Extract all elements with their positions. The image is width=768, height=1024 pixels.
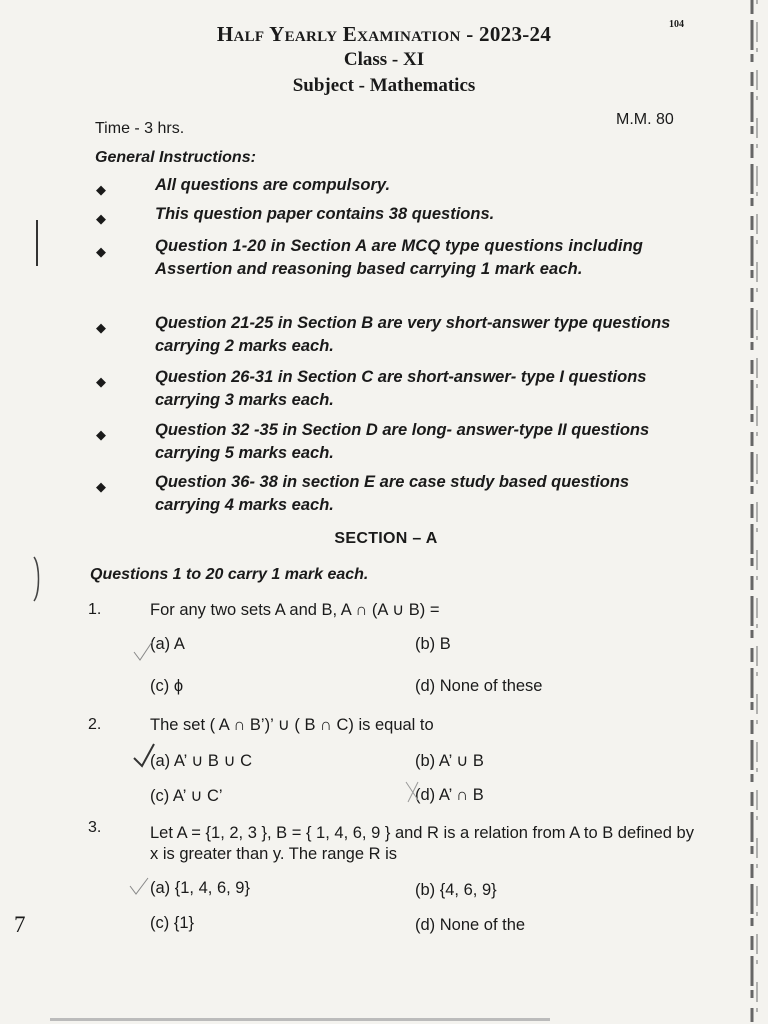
pencil-tick-mark-icon <box>132 640 154 664</box>
option-d: (d) None of the <box>415 916 526 934</box>
pen-tick-mark-icon <box>132 742 158 772</box>
option-a: (a) A’ ∪ B ∪ C <box>150 752 253 770</box>
bullet-icon: ◆ <box>96 244 106 259</box>
subject-line: Subject - Mathematics <box>292 75 476 96</box>
option-b: (b) {4, 6, 9} <box>415 881 497 899</box>
pencil-cross-mark-icon <box>404 778 424 806</box>
section-heading: SECTION – A <box>334 530 438 547</box>
question-number: 2. <box>88 716 102 733</box>
option-c: (c) {1} <box>150 914 195 932</box>
question-text: For any two sets A and B, A ∩ (A ∪ B) = <box>150 601 440 619</box>
option-c: (c) ϕ <box>150 677 184 695</box>
option-b: (b) B <box>415 635 451 653</box>
question-number: 1. <box>88 601 102 618</box>
option-c: (c) A’ ∪ C’ <box>150 787 223 805</box>
margin-bracket-mark <box>36 220 42 266</box>
question-text: The set ( A ∩ B’)’ ∪ ( B ∩ C) is equal to <box>150 716 434 734</box>
instructions-heading: General Instructions: <box>95 149 256 166</box>
max-marks: M.M. 80 <box>616 111 674 128</box>
instruction-item: Question 36- 38 in section E are case study based questions carrying 4 marks each. <box>155 473 630 514</box>
exam-title: Half Yearly Examination - 2023-24 <box>216 22 552 46</box>
instruction-item: Question 21-25 in Section B are very short-answer type questions carrying 2 marks each. <box>155 314 671 355</box>
instruction-item: This question paper contains 38 questions. <box>155 205 495 223</box>
section-note: Questions 1 to 20 carry 1 mark each. <box>90 566 369 583</box>
instruction-item: Question 32 -35 in Section D are long- answer-type II questions carrying 5 marks each. <box>155 421 650 462</box>
instruction-item: Question 1-20 in Section A are MCQ type questions including Assertion and reasoning based carrying 1 mark each. <box>155 237 644 278</box>
page-number: 104 <box>669 19 684 30</box>
option-b: (b) A’ ∪ B <box>415 752 484 770</box>
scan-edge-artifact <box>744 0 768 1024</box>
question-number: 3. <box>88 819 102 836</box>
bullet-icon: ◆ <box>96 182 106 197</box>
bullet-icon: ◆ <box>96 320 106 335</box>
time-allowed: Time - 3 hrs. <box>95 120 185 137</box>
class-line: Class - XI <box>343 49 425 70</box>
bullet-icon: ◆ <box>96 427 106 442</box>
pencil-tick-mark-icon <box>128 876 152 900</box>
option-d: (d) None of these <box>415 677 543 695</box>
question-text: Let A = {1, 2, 3 }, B = { 1, 4, 6, 9 } and R is a relation from A to B defined by x is greater than y. The range R is <box>150 824 694 863</box>
instruction-item: Question 26-31 in Section C are short-answer- type I questions carrying 3 marks each. <box>155 368 647 409</box>
option-a: (a) {1, 4, 6, 9} <box>150 879 250 897</box>
bullet-icon: ◆ <box>96 374 106 389</box>
instruction-item: All questions are compulsory. <box>155 176 391 194</box>
option-d: (d) A’ ∩ B <box>415 786 484 804</box>
scan-bottom-artifact <box>50 1018 550 1021</box>
margin-handwritten-number: 7 <box>14 912 26 937</box>
bullet-icon: ◆ <box>96 479 106 494</box>
bullet-icon: ◆ <box>96 211 106 226</box>
option-a: (a) A <box>150 635 185 653</box>
margin-pencil-mark <box>30 555 44 605</box>
